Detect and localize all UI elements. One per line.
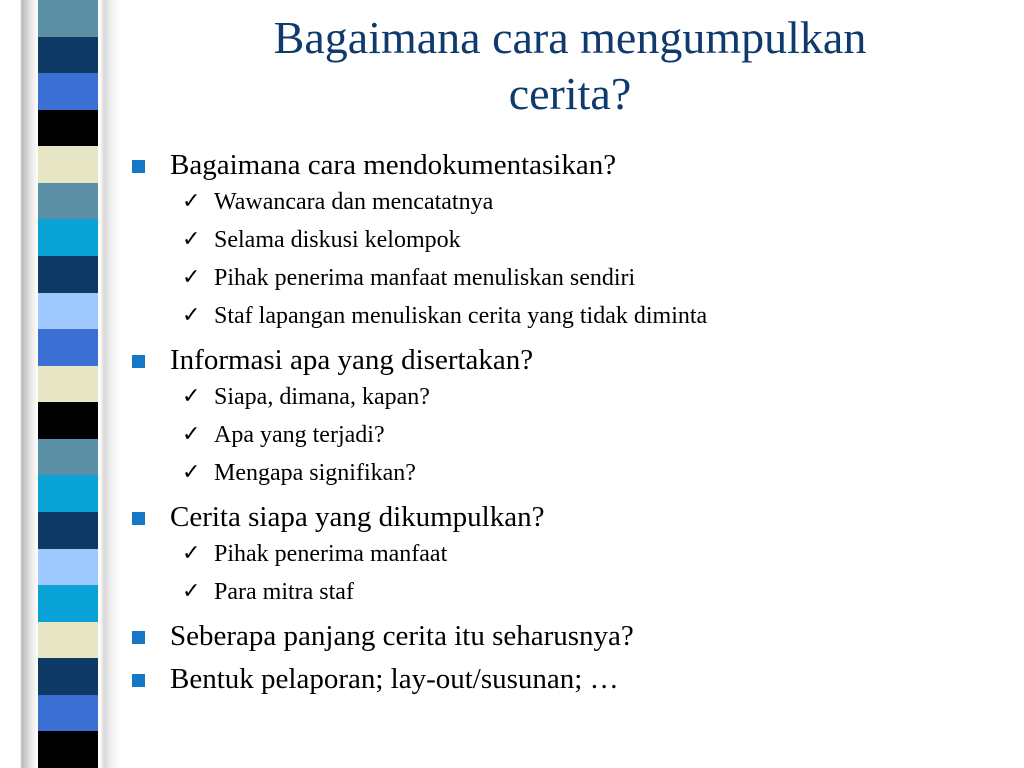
stripe-block <box>38 512 98 549</box>
sub-bullet-text: Mengapa signifikan? <box>214 460 416 486</box>
stripe-block <box>38 658 98 695</box>
slide-title <box>140 10 1000 122</box>
sub-bullet-text: Wawancara dan mencatatnya <box>214 189 494 215</box>
bullet-item <box>130 147 1000 183</box>
stripe-block <box>38 585 98 622</box>
bullet-item <box>130 342 1000 378</box>
stripe-block <box>38 0 98 37</box>
checkmark-icon: ✓ <box>182 579 201 604</box>
bullet-text: Bagaimana cara mendokumentasikan? <box>170 149 617 181</box>
stripe-block <box>38 37 98 74</box>
sub-bullet-item <box>130 454 1000 492</box>
sub-bullet-item <box>130 535 1000 573</box>
checkmark-icon: ✓ <box>182 541 201 566</box>
stripe-block <box>38 73 98 110</box>
checkmark-icon: ✓ <box>182 303 201 328</box>
stripe-block <box>38 402 98 439</box>
sub-bullet-text: Siapa, dimana, kapan? <box>214 384 430 410</box>
stripe-block <box>38 110 98 147</box>
square-bullet-icon <box>132 355 145 368</box>
sub-bullet-item <box>130 221 1000 259</box>
slide-title-line-1: Bagaimana cara mengumpulkan <box>273 12 867 63</box>
bullet-item <box>130 661 1000 697</box>
stripe-block <box>38 622 98 659</box>
sub-bullet-item <box>130 183 1000 221</box>
sub-bullet-item <box>130 573 1000 611</box>
sub-bullet-text: Pihak penerima manfaat <box>214 541 448 567</box>
checkmark-icon: ✓ <box>182 460 201 485</box>
sub-bullet-text: Pihak penerima manfaat menuliskan sendiri <box>214 265 636 291</box>
checkmark-icon: ✓ <box>182 189 201 214</box>
sub-bullet-item <box>130 378 1000 416</box>
stripe-block <box>38 256 98 293</box>
stripe-block <box>38 183 98 220</box>
slide-title-line-2: cerita? <box>508 68 632 119</box>
bullet-text: Informasi apa yang disertakan? <box>170 344 534 376</box>
sub-bullet-text: Para mitra staf <box>214 579 354 605</box>
square-bullet-icon <box>132 512 145 525</box>
stripe-block <box>38 475 98 512</box>
bullet-item <box>130 499 1000 535</box>
stripe-block <box>38 219 98 256</box>
sub-bullet-text: Apa yang terjadi? <box>214 422 385 448</box>
square-bullet-icon <box>132 631 145 644</box>
bullet-list <box>130 140 1000 697</box>
sub-bullet-item <box>130 259 1000 297</box>
checkmark-icon: ✓ <box>182 422 201 447</box>
sub-bullet-item <box>130 416 1000 454</box>
stripe-block <box>38 549 98 586</box>
square-bullet-icon <box>132 674 145 687</box>
square-bullet-icon <box>132 160 145 173</box>
stripe-block <box>38 731 98 768</box>
sub-bullet-text: Staf lapangan menuliskan cerita yang tidak diminta <box>214 303 708 329</box>
sub-bullet-item <box>130 297 1000 335</box>
stripe-block <box>38 366 98 403</box>
stripe-block <box>38 293 98 330</box>
stripe-block <box>38 439 98 476</box>
decorative-stripe-band <box>0 0 120 768</box>
sub-bullet-text: Selama diskusi kelompok <box>214 227 461 253</box>
stripe-block <box>38 329 98 366</box>
bullet-text: Bentuk pelaporan; lay-out/susunan; … <box>170 663 619 695</box>
stripe-block <box>38 146 98 183</box>
stripe-block <box>38 695 98 732</box>
bullet-text: Seberapa panjang cerita itu seharusnya? <box>170 620 634 652</box>
bullet-text: Cerita siapa yang dikumpulkan? <box>170 501 545 533</box>
checkmark-icon: ✓ <box>182 265 201 290</box>
checkmark-icon: ✓ <box>182 227 201 252</box>
bullet-item <box>130 618 1000 654</box>
checkmark-icon: ✓ <box>182 384 201 409</box>
